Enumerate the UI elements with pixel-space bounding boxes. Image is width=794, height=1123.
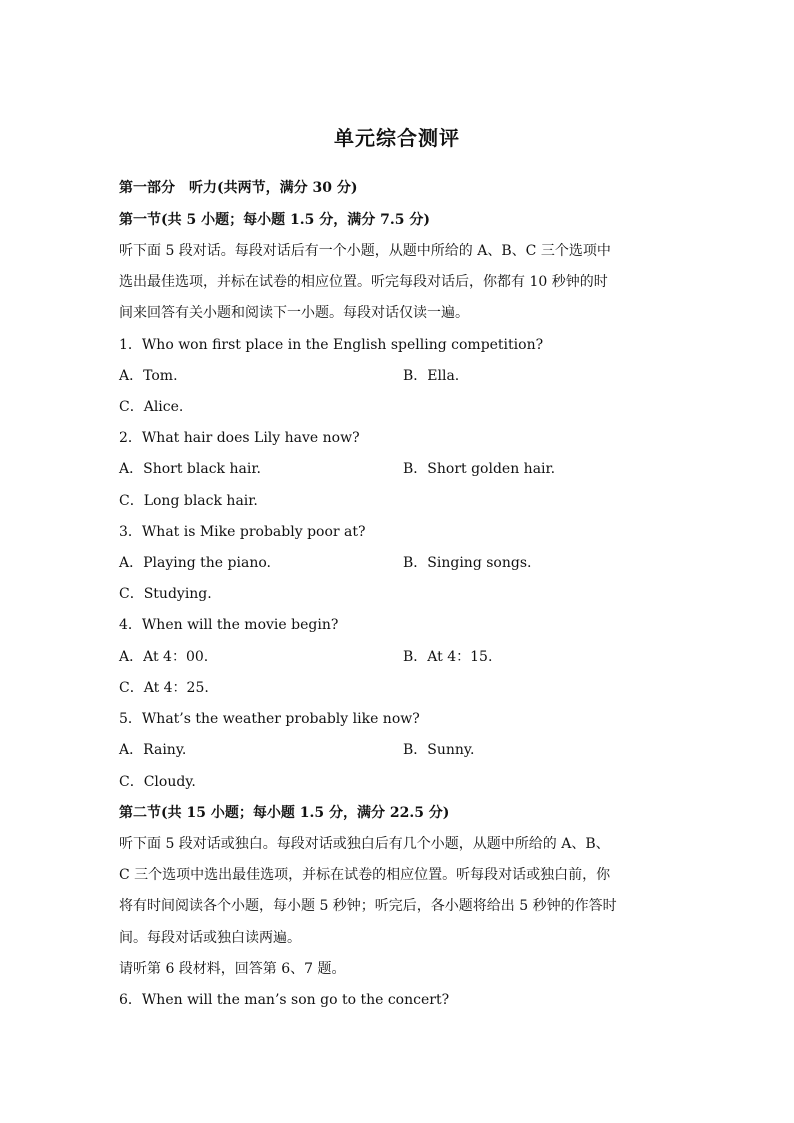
section2-heading: 第二节(共 15 小题；每小题 1.5 分，满分 22.5 分) <box>119 805 450 821</box>
option-c: C．Alice. <box>119 399 184 415</box>
section2-instruction-line: 间。每段对话或独白读两遍。 <box>119 930 301 946</box>
material-prompt: 请听第 6 段材料，回答第 6、7 题。 <box>119 961 346 977</box>
question-stem: 1．Who won first place in the English spelling competition? <box>119 337 544 353</box>
option-b: B．Ella. <box>403 368 460 384</box>
option-a: A．Short black hair. <box>119 461 261 477</box>
page-title: 单元综合测评 <box>334 126 460 150</box>
option-b: B．Short golden hair. <box>403 461 556 477</box>
section1-heading: 第一节(共 5 小题；每小题 1.5 分，满分 7.5 分) <box>119 212 430 228</box>
section2-instruction-line: C 三个选项中选出最佳选项，并标在试卷的相应位置。听每段对话或独白前，你 <box>119 867 611 883</box>
option-c: C．At 4：25. <box>119 680 209 696</box>
option-b: B．At 4：15. <box>403 649 493 665</box>
question-stem: 3．What is Mike probably poor at? <box>119 524 366 540</box>
question-stem: 5．What’s the weather probably like now? <box>119 711 420 727</box>
question-stem: 4．When will the movie begin? <box>119 617 339 633</box>
option-a: A．Tom. <box>119 368 178 384</box>
option-b: B．Sunny. <box>403 742 475 758</box>
option-c: C．Long black hair. <box>119 493 258 509</box>
section1-instruction-line: 听下面 5 段对话。每段对话后有一个小题，从题中所给的 A、B、C 三个选项中 <box>119 243 611 259</box>
section1-instruction-line: 间来回答有关小题和阅读下一小题。每段对话仅读一遍。 <box>119 305 469 321</box>
question-stem: 2．What hair does Lily have now? <box>119 430 360 446</box>
section2-instruction-line: 听下面 5 段对话或独白。每段对话或独白后有几个小题，从题中所给的 A、B、 <box>119 836 610 852</box>
option-c: C．Studying. <box>119 586 212 602</box>
question-stem: 6．When will the man’s son go to the concert? <box>119 992 450 1008</box>
option-c: C．Cloudy. <box>119 774 196 790</box>
option-a: A．At 4：00. <box>119 649 209 665</box>
section2-instruction-line: 将有时间阅读各个小题，每小题 5 秒钟；听完后，各小题将给出 5 秒钟的作答时 <box>119 898 617 914</box>
section1-instruction-line: 选出最佳选项，并标在试卷的相应位置。听完每段对话后，你都有 10 秒钟的时 <box>119 274 608 290</box>
option-a: A．Playing the piano. <box>119 555 271 571</box>
option-a: A．Rainy. <box>119 742 187 758</box>
part1-heading: 第一部分 听力(共两节，满分 30 分) <box>119 180 358 196</box>
option-b: B．Singing songs. <box>403 555 532 571</box>
